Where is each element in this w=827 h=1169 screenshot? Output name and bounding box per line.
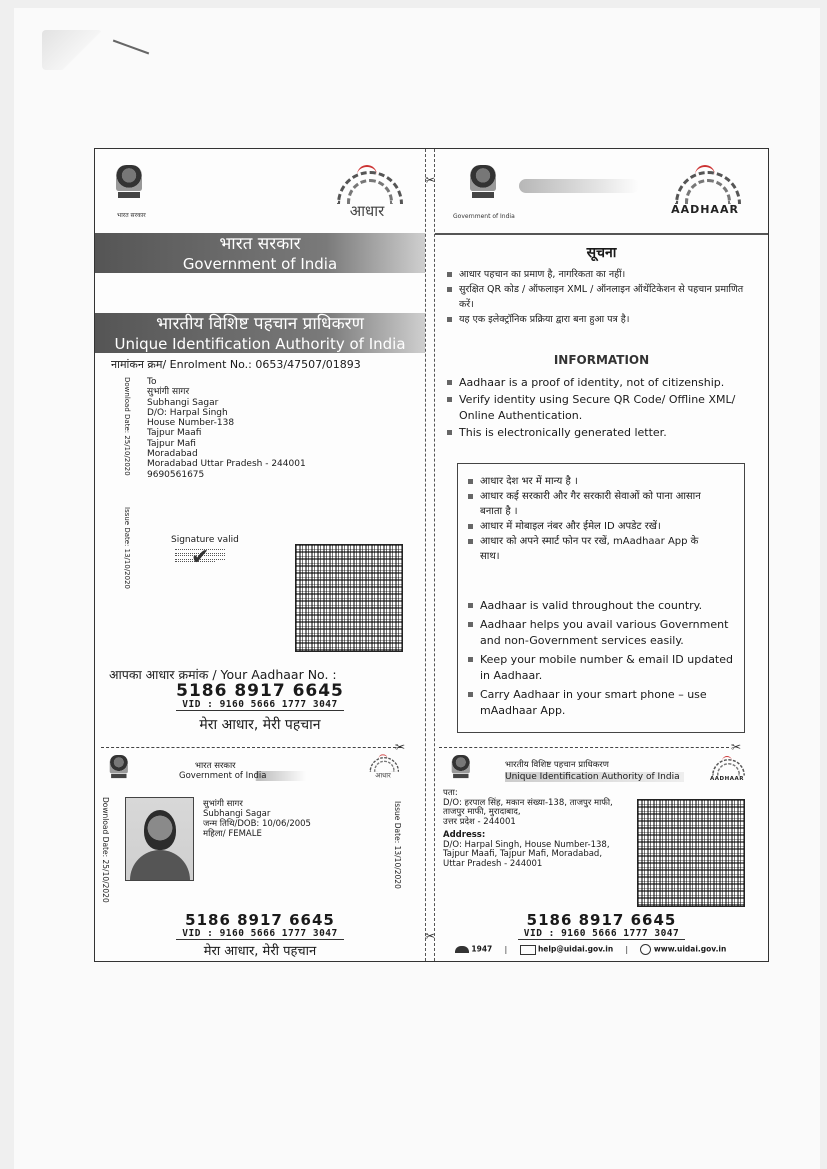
notice-title-hindi: सूचना [586, 245, 617, 261]
address-line: Moradabad [147, 449, 198, 460]
back-footer: 1947 | help@uidai.gov.in | www.uidai.gov.in [455, 944, 726, 955]
issue-date: Issue Date: 13/10/2020 [123, 507, 131, 589]
holder-photo [125, 797, 194, 881]
address-line: Tajpur Maafi, Tajpur Mafi, Moradabad, [443, 849, 603, 859]
aadhaar-logo-text: AADHAAR [710, 775, 744, 782]
holder-name: Subhangi Sagar [203, 809, 271, 819]
national-emblem-icon [469, 165, 497, 205]
card-issue-date: Issue Date: 13/10/2020 [393, 801, 402, 889]
back-header-hindi: भारतीय विशिष्ट पहचान प्राधिकरण [505, 760, 609, 770]
back-header-english: Unique Identification Authority of India [505, 772, 684, 782]
address-line: Subhangi Sagar [147, 397, 219, 408]
vertical-cut-line [425, 149, 435, 961]
globe-icon [640, 944, 651, 955]
letter-left-panel [95, 149, 425, 961]
aadhaar-logo-text: आधार [375, 770, 391, 780]
aadhaar-logo [707, 759, 747, 783]
card-download-date: Download Date: 25/10/2020 [101, 797, 110, 903]
address-line: D/O: हरपाल सिंह, मकान संख्या-138, ताजपुर माफी, [443, 797, 613, 808]
checkmark-icon: ✔ [191, 545, 210, 570]
address-line: उत्तर प्रदेश - 244001 [443, 816, 516, 827]
card-vid-number: VID : 9160 5666 1777 3047 [95, 928, 425, 939]
header-rule [435, 233, 768, 235]
mail-icon [520, 945, 536, 955]
back-vid-number: VID : 9160 5666 1777 3047 [435, 928, 768, 939]
national-emblem-icon [109, 755, 129, 783]
holder-name-hindi: सुभांगी सागर [203, 799, 243, 809]
information-list [447, 375, 765, 441]
aadhaar-logo-text: आधार [349, 202, 385, 220]
benefits-list-hindi [468, 474, 708, 564]
card-holder-details [203, 799, 311, 839]
emblem-caption: भारत सरकार [117, 212, 146, 219]
back-aadhaar-number: 5186 8917 6645 [526, 911, 677, 929]
address-line: 9690561675 [147, 469, 205, 480]
address-line: Tajpur Maafi [147, 428, 202, 439]
aadhaar-number: 5186 8917 6645 [176, 681, 344, 701]
list-item: सुरक्षित QR कोड / ऑफलाइन XML / ऑनलाइन ऑथेंटिकेशन से पहचान प्रमाणित करें। [447, 282, 759, 312]
govt-band-english: Government of India [182, 255, 338, 273]
scissor-icon: ✂ [731, 740, 742, 754]
list-item: आधार कई सरकारी और गैर सरकारी सेवाओं को पाना आसान बनाता है । [468, 489, 708, 519]
list-item: आधार को अपने स्मार्ट फोन पर रखें, mAadhaar App के साथ। [468, 534, 708, 564]
address-label-hindi: पता: [443, 788, 458, 798]
notice-list-hindi [447, 267, 759, 327]
card-header-hindi: भारत सरकार [195, 761, 236, 771]
address-line: Uttar Pradesh - 244001 [443, 858, 543, 869]
address-line: सुभांगी सागर [147, 387, 190, 398]
horizontal-cut-line [101, 747, 401, 748]
national-emblem-icon [115, 165, 143, 205]
qr-code [295, 544, 403, 652]
address-line: D/O: Harpal Singh [147, 407, 228, 418]
holder-gender: महिला/ FEMALE [203, 829, 262, 839]
digital-signature-stamp [175, 547, 231, 571]
address-line: To [147, 377, 157, 387]
back-address-english [443, 831, 610, 869]
pen-mark [113, 40, 149, 55]
govt-band-hindi: भारत सरकार [219, 234, 301, 254]
list-item: आधार में मोबाइल नंबर और ईमेल ID अपडेट रखें। [468, 519, 708, 534]
uidai-band-english: Unique Identification Authority of India [114, 335, 406, 353]
tagline: मेरा आधार, मेरी पहचान [199, 717, 321, 733]
letter-right-panel [435, 149, 768, 961]
aadhaar-logo [665, 171, 745, 219]
list-item: Keep your mobile number & email ID updated in Aadhaar. [468, 652, 738, 684]
card-header-english: Government of India [179, 771, 306, 781]
download-date: Download Date: 25/10/2020 [123, 377, 131, 476]
benefits-list-english [468, 598, 738, 719]
page-fold [42, 30, 102, 70]
scissor-icon: ✂ [425, 929, 436, 943]
uidai-band-hindi: भारतीय विशिष्ट पहचान प्राधिकरण [156, 314, 364, 334]
address-line: Moradabad Uttar Pradesh - 244001 [147, 459, 306, 470]
horizontal-cut-line [439, 747, 729, 748]
benefits-box [457, 463, 745, 733]
back-qr-code [637, 799, 745, 907]
address-label: Address: [443, 830, 486, 840]
address-line: D/O: Harpal Singh, House Number-138, [443, 839, 610, 850]
uidai-band [95, 313, 425, 353]
national-emblem-icon [451, 755, 471, 783]
list-item: Verify identity using Secure QR Code/ Offline XML/ Online Authentication. [447, 392, 765, 425]
signature-valid-label: Signature valid [171, 535, 239, 545]
address-line: House Number-138 [147, 418, 235, 429]
list-item: Carry Aadhaar in your smart phone – use mAadhaar App. [468, 687, 738, 719]
your-aadhaar-label: आपका आधार क्रमांक / Your Aadhaar No. : [109, 667, 337, 682]
scissor-icon: ✂ [395, 740, 406, 754]
govt-band [95, 233, 425, 273]
help-email: help@uidai.gov.in [537, 944, 614, 954]
address-line: ताजपुर माफी, मुरादाबाद, [443, 807, 521, 817]
aadhaar-logo-text: AADHAAR [671, 203, 739, 216]
aadhaar-logo [365, 757, 401, 779]
redaction-streak [519, 179, 639, 193]
phone-icon [455, 946, 469, 953]
list-item: आधार पहचान का प्रमाण है, नागरिकता का नहीं। [447, 267, 759, 282]
back-address-hindi [443, 789, 613, 827]
card-tagline: मेरा आधार, मेरी पहचान [203, 944, 317, 959]
holder-dob: जन्म तिथि/DOB: 10/06/2005 [203, 819, 311, 829]
aadhaar-letter [94, 148, 769, 962]
card-aadhaar-number: 5186 8917 6645 [185, 911, 335, 929]
vid-number: VID : 9160 5666 1777 3047 [95, 699, 425, 710]
list-item: Aadhaar is a proof of identity, not of citizenship. [447, 375, 765, 392]
enrolment-number: नामांकन क्रम/ Enrolment No.: 0653/47507/01893 [111, 358, 361, 371]
emblem-caption: Government of India [453, 213, 515, 220]
scissor-icon: ✂ [425, 173, 436, 187]
helpline-number: 1947 [471, 944, 493, 954]
website: www.uidai.gov.in [653, 944, 727, 954]
list-item: This is electronically generated letter. [447, 425, 765, 442]
recipient-address [147, 377, 306, 480]
list-item: Aadhaar is valid throughout the country. [468, 598, 738, 614]
list-item: Aadhaar helps you avail various Government and non-Government services easily. [468, 617, 738, 649]
address-line: Tajpur Mafi [147, 438, 196, 449]
information-title: INFORMATION [553, 353, 650, 367]
list-item: आधार देश भर में मान्य है । [468, 474, 708, 489]
list-item: यह एक इलेक्ट्रॉनिक प्रक्रिया द्वारा बना हुआ पत्र है। [447, 312, 759, 327]
aadhaar-logo [327, 171, 407, 219]
